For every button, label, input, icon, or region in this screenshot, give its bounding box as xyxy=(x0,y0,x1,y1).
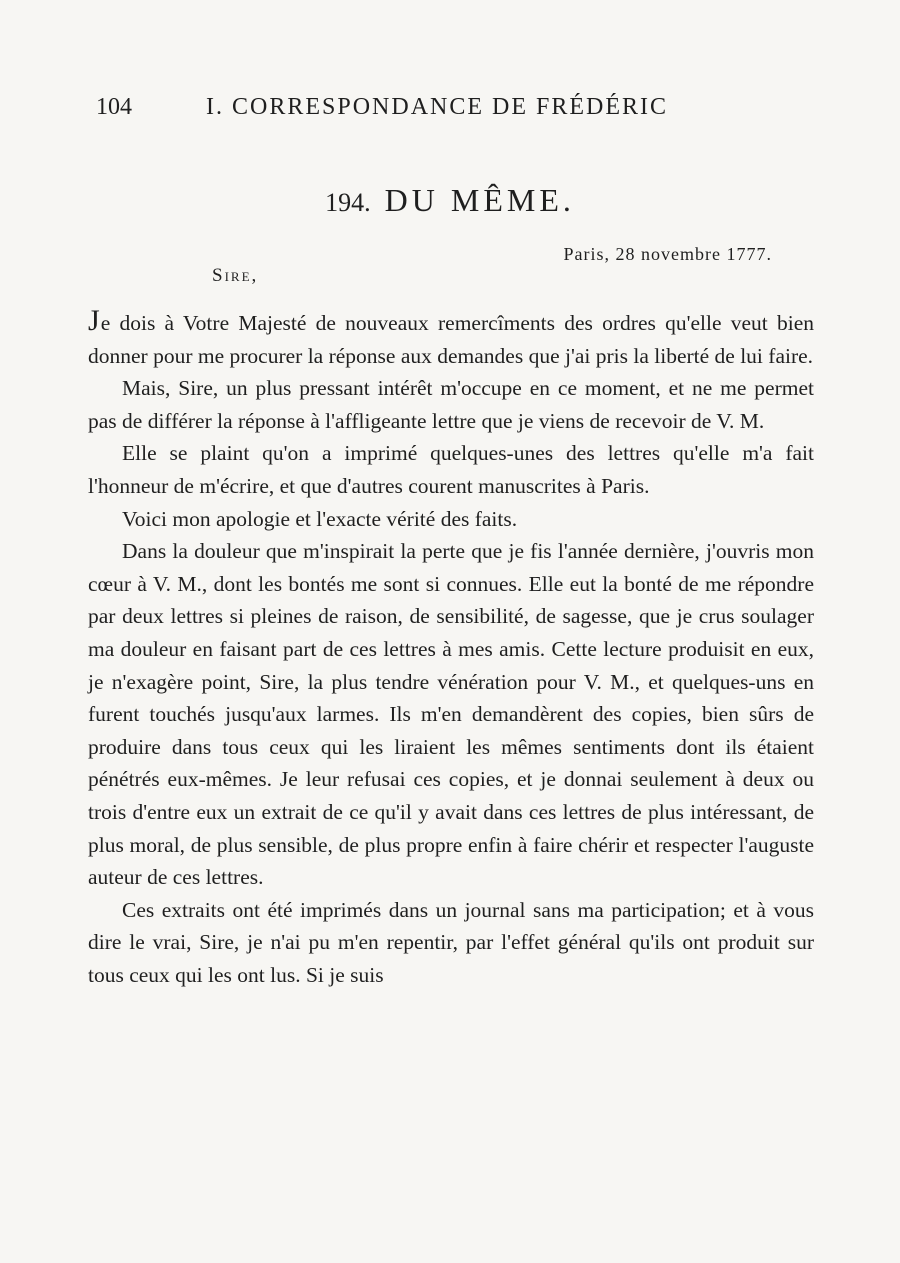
drop-cap: J xyxy=(88,304,101,337)
salutation: Sire, xyxy=(212,265,259,286)
dateline: Paris, 28 novembre 1777. xyxy=(563,244,772,264)
paragraph: Ces extraits ont été imprimés dans un journal sans ma participation; et à vous dire le vrai, Sire, je n'ai pu m'en repentir, par l'effet général qu'ils ont produit sur tous ceux qui les ont lus. Si je suis xyxy=(88,897,814,987)
paragraph xyxy=(88,306,814,372)
paragraph: Elle se plaint qu'on a imprimé quelques-unes des lettres qu'elle m'a fait l'honneur de m'écrire, et que d'autres courent manuscrites à Paris. xyxy=(88,441,814,498)
paragraph-text: e dois à Votre Majesté de nouveaux remercîments des ordres qu'elle veut bien donner pour me procurer la réponse aux demandes que j'ai pris la liberté de lui faire. xyxy=(88,311,814,368)
running-title: I. CORRESPONDANCE DE FRÉDÉRIC xyxy=(206,94,669,120)
paragraph: Dans la douleur que m'inspirait la perte que je fis l'année dernière, j'ouvris mon cœur à V. M., dont les bontés me sont si connues. Elle eut la bonté de me répondre par deux lettres si pleines de raison, de sensibilité, de sagesse, que je crus soulager ma douleur en faisant part de ces lettres à mes amis. Cette lecture produisit en eux, je n'exagère point, Sire, la plus tendre vénération pour V. M., et quelques-uns en furent touchés jusqu'aux larmes. Ils m'en demandèrent des copies, bien sûrs de produire dans tous ceux qui les liraient les mêmes sentiments dont ils étaient pénétrés eux-mêmes. Je leur refusai ces copies, et je donnai seulement à deux ou trois d'entre eux un extrait de ce qu'il y avait dans ces lettres de plus intéressant, de plus moral, de plus sensible, de plus propre enfin à faire chérir et respecter l'auguste auteur de ces lettres. xyxy=(88,539,814,890)
letter-number: 194. xyxy=(325,188,371,217)
paragraph: Mais, Sire, un plus pressant intérêt m'occupe en ce moment, et ne me permet pas de différer la réponse à l'affligeante lettre que je viens de recevoir de V. M. xyxy=(88,376,814,433)
letter-body xyxy=(88,306,814,991)
page-number: 104 xyxy=(96,94,132,120)
paragraph: Voici mon apologie et l'exacte vérité des faits. xyxy=(122,506,518,531)
letter-title: DU MÊME. xyxy=(384,182,575,218)
letter-heading xyxy=(0,182,900,219)
